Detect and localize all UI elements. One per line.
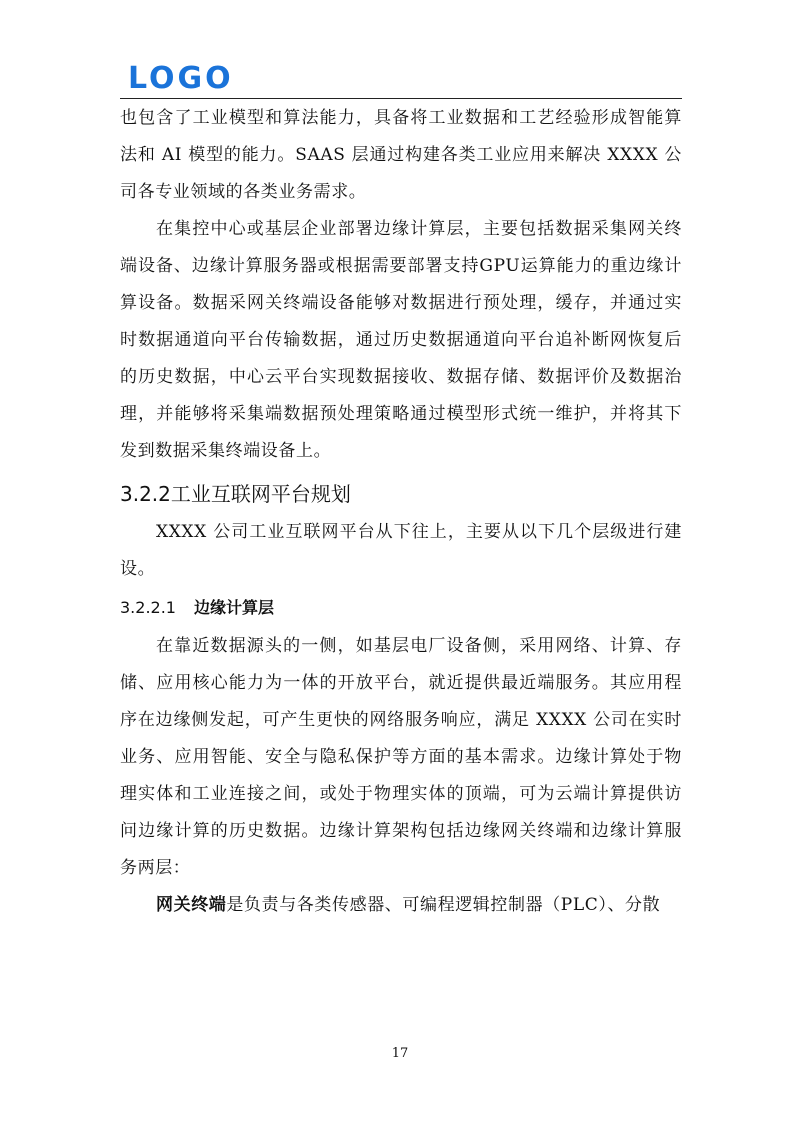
paragraph-1: 也包含了工业模型和算法能力，具备将工业数据和工艺经验形成智能算法和 AI 模型的能力。SAAS 层通过构建各类工业应用来解决 XXXX 公司各专业领域的各类业务需求。 <box>120 108 682 202</box>
section-title: 边缘计算层 <box>193 598 274 617</box>
paragraph-2: 在集控中心或基层企业部署边缘计算层，主要包括数据采集网关终端设备、边缘计算服务器或根据需要部署支持GPU运算能力的重边缘计算设备。数据采网关终端设备能够对数据进行预处理，缓存，并通过实时数据通道向平台传输数据，通过历史数据通道向平台追补断网恢复后的历史数据，中心云平台实现数据接收、数据存储、数据评价及数据治理，并能够将采集端数据预处理策略通过模型形式统一维护，并将其下发到数据采集终端设备上。 <box>120 219 682 461</box>
gateway-term: 网关终端 <box>156 895 227 915</box>
section-heading-3-2-2: 3.2.2工业互联网平台规划 <box>120 482 351 506</box>
section-number: 3.2.2.1 <box>120 598 176 617</box>
logo: LOGO <box>128 61 234 96</box>
section-3-2-2-1-body: 在靠近数据源头的一侧，如基层电厂设备侧，采用网络、计算、存储、应用核心能力为一体的开放平台，就近提供最近端服务。其应用程序在边缘侧发起，可产生更快的网络服务响应，满足 XXXX 公司在实时业务、应用智能、安全与隐私保护等方面的基本需求。边缘计算处于物理实体和工业连接之间，或处于物理实体的顶端，可为云端计算提供访问边缘计算的历史数据。边缘计算架构包括边缘网关终端和边缘计算服务两层： <box>120 636 682 878</box>
section-heading-3-2-2-1 <box>120 588 682 628</box>
page-header <box>120 60 682 100</box>
page-number: 17 <box>391 1046 409 1061</box>
document-body <box>120 100 682 924</box>
header-divider <box>120 98 682 99</box>
gateway-text: 是负责与各类传感器、可编程逻辑控制器（PLC）、分散 <box>226 895 661 915</box>
gateway-paragraph <box>120 887 682 924</box>
section-3-2-2-intro: XXXX 公司工业互联网平台从下往上，主要从以下几个层级进行建设。 <box>120 522 682 579</box>
